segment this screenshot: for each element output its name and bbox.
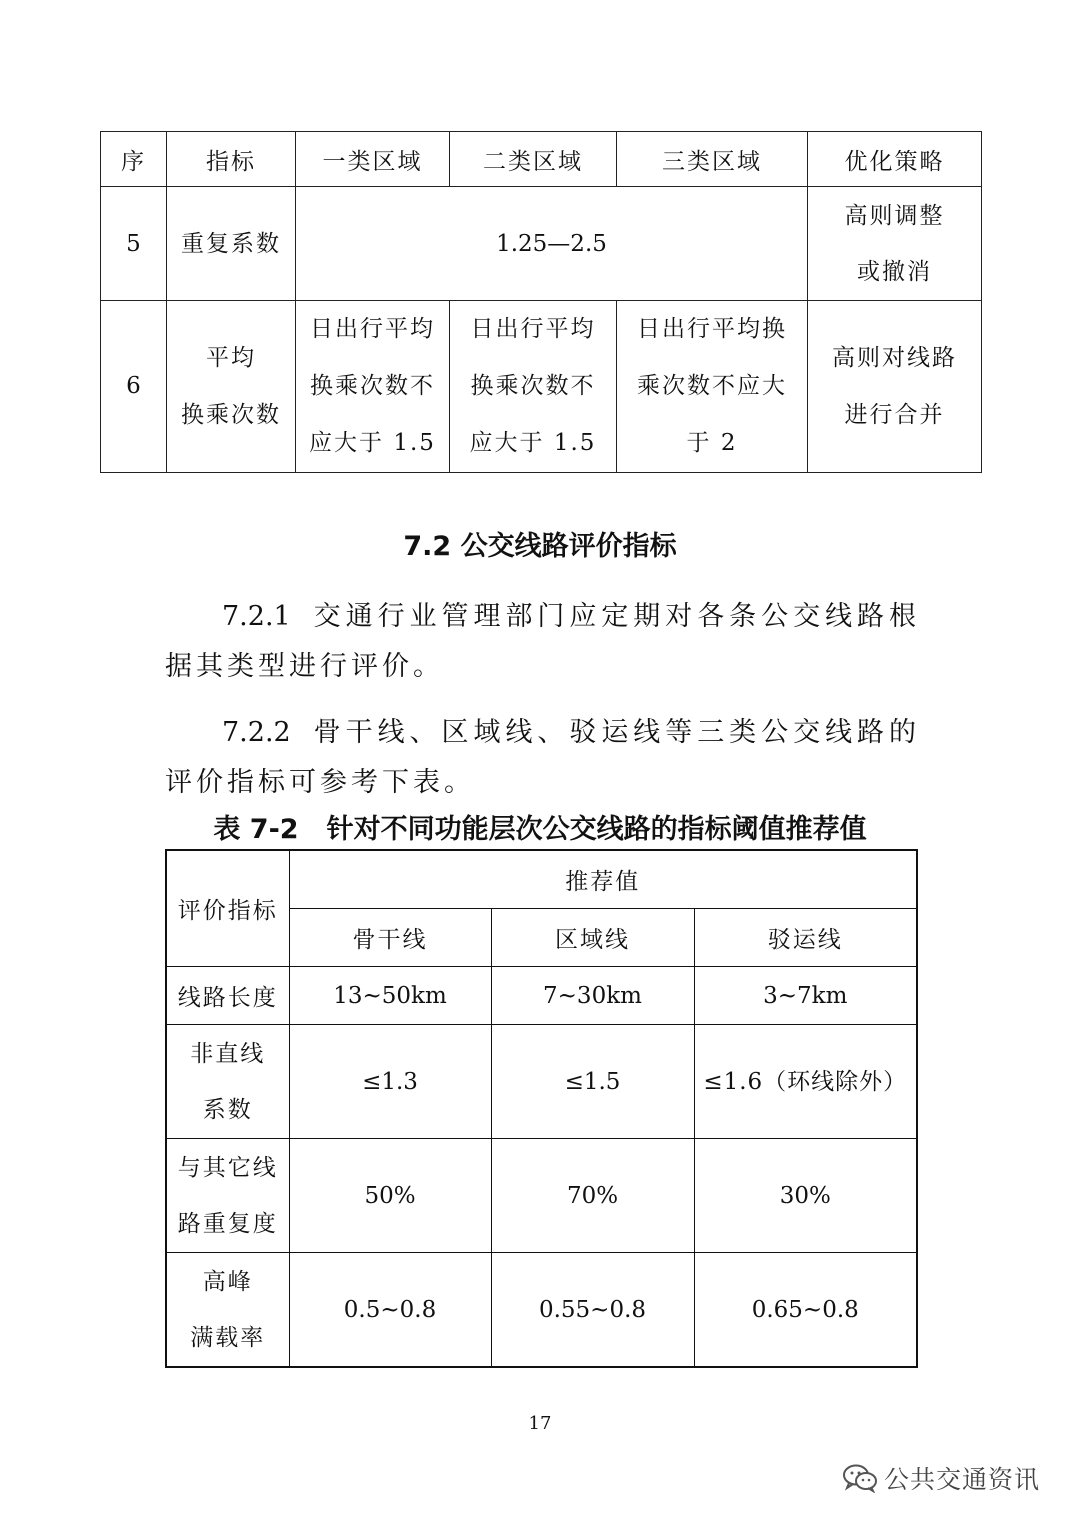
eval-header: 评价指标: [166, 850, 289, 967]
cell-line: 日出行平均: [470, 316, 596, 342]
row-number: 6: [101, 301, 167, 473]
value-cell: 50%: [289, 1139, 491, 1253]
cell-line: 换乘次数不: [310, 373, 435, 399]
strategy-line: 高则调整: [844, 202, 945, 229]
type-header: 骨干线: [289, 909, 491, 967]
threshold-table: [165, 849, 918, 1368]
section-heading: 7.2 公交线路评价指标: [403, 531, 677, 562]
watermark-text: 公共交通资讯: [884, 1465, 1041, 1494]
clause-number: 7.2.2: [222, 717, 291, 748]
strategy-line: 进行合并: [844, 401, 945, 428]
watermark: [842, 1458, 1062, 1498]
indicator-line: 系数: [202, 1096, 253, 1123]
indicator-line: 换乘次数: [181, 401, 281, 428]
recommended-header: 推荐值: [289, 850, 917, 909]
table-header-row: [166, 850, 917, 909]
table-row: [101, 187, 982, 301]
table-row: [166, 1025, 917, 1139]
zone3-cell: [617, 301, 808, 473]
indicator-name: [166, 1139, 289, 1253]
caption-number: 表 7-2: [213, 814, 299, 845]
cell-line: 换乘次数不: [470, 373, 596, 399]
value-cell: 70%: [491, 1139, 694, 1253]
header-cell: 指标: [167, 132, 296, 187]
paragraph-text: 骨干线、区域线、驳运线等三类公交线路的评价指标可参考下表。: [165, 717, 920, 798]
cell-line: 于 2: [686, 430, 738, 456]
indicator-line: 路重复度: [177, 1210, 278, 1237]
zone1-cell: [296, 301, 450, 473]
paragraph: [165, 592, 920, 692]
header-cell: 二类区域: [450, 132, 617, 187]
value-cell: 13~50km: [289, 967, 491, 1025]
indicator-name: [167, 301, 296, 473]
indicator-line: 非直线: [190, 1040, 266, 1067]
merged-value-cell: 1.25—2.5: [296, 187, 808, 301]
cell-line: 应大于 1.5: [309, 430, 436, 456]
indicator-line: 满载率: [190, 1324, 266, 1351]
cell-line: 日出行平均换: [637, 316, 787, 342]
cell-line: 日出行平均: [310, 316, 435, 342]
table-row: [166, 1253, 917, 1368]
wechat-icon: [842, 1463, 878, 1493]
header-cell: 三类区域: [617, 132, 808, 187]
header-cell: 优化策略: [808, 132, 982, 187]
table-row: [166, 1139, 917, 1253]
indicator-line: 高峰: [202, 1268, 253, 1295]
table-row: [101, 301, 982, 473]
indicator-name: [166, 1253, 289, 1368]
paragraph-text: 交通行业管理部门应定期对各条公交线路根据其类型进行评价。: [165, 601, 920, 682]
zone2-cell: [450, 301, 617, 473]
type-header: 区域线: [491, 909, 694, 967]
caption-title: 针对不同功能层次公交线路的指标阈值推荐值: [326, 814, 867, 845]
header-cell: 一类区域: [296, 132, 450, 187]
paragraph: [165, 708, 920, 808]
value-cell: ≤1.5: [491, 1025, 694, 1139]
cell-line: 应大于 1.5: [469, 430, 597, 456]
indicator-line: 平均: [206, 344, 256, 371]
strategy-cell: [808, 301, 982, 473]
table-caption: [0, 807, 1080, 846]
indicator-name: 线路长度: [166, 967, 289, 1025]
value-cell: 0.65~0.8: [694, 1253, 917, 1368]
value-cell: 3~7km: [694, 967, 917, 1025]
value-cell: ≤1.3: [289, 1025, 491, 1139]
indicator-table-continued: [100, 131, 982, 473]
strategy-cell: [808, 187, 982, 301]
header-cell: 序: [101, 132, 167, 187]
value-cell: 0.5~0.8: [289, 1253, 491, 1368]
table-row: [166, 967, 917, 1025]
value-cell: 7~30km: [491, 967, 694, 1025]
table-header-row: [101, 132, 982, 187]
clause-number: 7.2.1: [222, 601, 291, 632]
indicator-line: 与其它线: [177, 1154, 278, 1181]
type-header: 驳运线: [694, 909, 917, 967]
value-cell: 30%: [694, 1139, 917, 1253]
indicator-name: 重复系数: [167, 187, 296, 301]
page-number: 17: [528, 1413, 552, 1434]
strategy-line: 或撤消: [857, 258, 932, 285]
indicator-name: [166, 1025, 289, 1139]
row-number: 5: [101, 187, 167, 301]
value-cell: ≤1.6（环线除外）: [694, 1025, 917, 1139]
cell-line: 乘次数不应大: [637, 373, 787, 399]
value-cell: 0.55~0.8: [491, 1253, 694, 1368]
strategy-line: 高则对线路: [832, 344, 957, 371]
